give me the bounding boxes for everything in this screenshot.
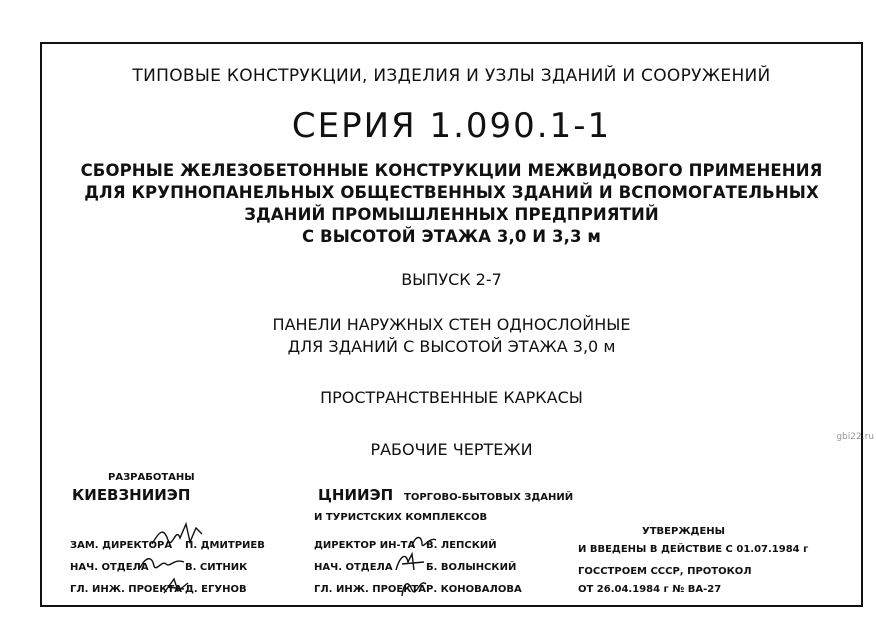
description-line: С ВЫСОТОЙ ЭТАЖА 3,0 И 3,3 м: [301, 227, 602, 246]
org2-role-person: Р. КОНОВАЛОВА: [426, 584, 522, 595]
org1-role-person: Д. ЕГУНОВ: [185, 584, 247, 595]
org1-role-title: ГЛ. ИНЖ. ПРОЕКТА: [70, 584, 182, 595]
org2-role-person: Б. ВОЛЫНСКИЙ: [426, 562, 517, 573]
doc-type-title: РАБОЧИЕ ЧЕРТЕЖИ: [370, 440, 533, 459]
org2-role-title: ДИРЕКТОР ИН-ТА: [314, 540, 416, 551]
issue-title: ВЫПУСК 2-7: [401, 270, 502, 289]
signature-egunov: [160, 575, 196, 597]
approval-line: ГОССТРОЕМ СССР, ПРОТОКОЛ: [578, 566, 752, 577]
signature-lepsky: [410, 532, 440, 552]
org2-role-title: ГЛ. ИНЖ. ПРОЕКТА: [314, 584, 426, 595]
signature-volynsky: [392, 550, 428, 576]
developed-label: РАЗРАБОТАНЫ: [108, 472, 195, 483]
org2-desc: И ТУРИСТСКИХ КОМПЛЕКСОВ: [314, 512, 488, 523]
org1-role-title: ЗАМ. ДИРЕКТОРА: [70, 540, 173, 551]
panel-line: ДЛЯ ЗДАНИЙ С ВЫСОТОЙ ЭТАЖА 3,0 м: [287, 337, 616, 356]
org2-name: ЦНИИЭП: [318, 486, 394, 504]
panel-block: [40, 314, 863, 358]
approval-line: ОТ 26.04.1984 г № ВА-27: [578, 584, 722, 595]
org2-role-title: НАЧ. ОТДЕЛА: [314, 562, 393, 573]
description-line: ЗДАНИЙ ПРОМЫШЛЕННЫХ ПРЕДПРИЯТИЙ: [244, 205, 659, 224]
description-block: [40, 160, 863, 248]
org1-role-person: В. СИТНИК: [185, 562, 248, 573]
header-title: ТИПОВЫЕ КОНСТРУКЦИИ, ИЗДЕЛИЯ И УЗЛЫ ЗДАНИЙ И СООРУЖЕНИЙ: [132, 66, 771, 86]
signature-sitnik: [138, 552, 188, 574]
signature-dmitriev: [150, 520, 210, 550]
org1-role-title: НАЧ. ОТДЕЛА: [70, 562, 149, 573]
org2-role-person: В. ЛЕПСКИЙ: [426, 540, 497, 551]
approval-line: УТВЕРЖДЕНЫ: [642, 526, 726, 537]
panel-line: ПАНЕЛИ НАРУЖНЫХ СТЕН ОДНОСЛОЙНЫЕ: [272, 315, 631, 334]
approval-line: И ВВЕДЕНЫ В ДЕЙСТВИЕ С 01.07.1984 г: [578, 544, 809, 555]
description-line: СБОРНЫЕ ЖЕЛЕЗОБЕТОННЫЕ КОНСТРУКЦИИ МЕЖВИДОВОГО ПРИМЕНЕНИЯ: [80, 161, 823, 180]
series-title: СЕРИЯ 1.090.1-1: [291, 106, 612, 146]
org2-desc: ТОРГОВО-БЫТОВЫХ ЗДАНИЙ: [404, 492, 574, 503]
subject-title: ПРОСТРАНСТВЕННЫЕ КАРКАСЫ: [320, 388, 583, 407]
org1-name: КИЕВЗНИИЭП: [72, 486, 191, 504]
watermark: gbi22.ru: [836, 432, 874, 442]
org1-role-person: П. ДМИТРИЕВ: [185, 540, 265, 551]
signature-konovalova: [398, 574, 430, 600]
description-line: ДЛЯ КРУПНОПАНЕЛЬНЫХ ОБЩЕСТВЕННЫХ ЗДАНИЙ И ВСПОМОГАТЕЛЬНЫХ: [84, 183, 819, 202]
